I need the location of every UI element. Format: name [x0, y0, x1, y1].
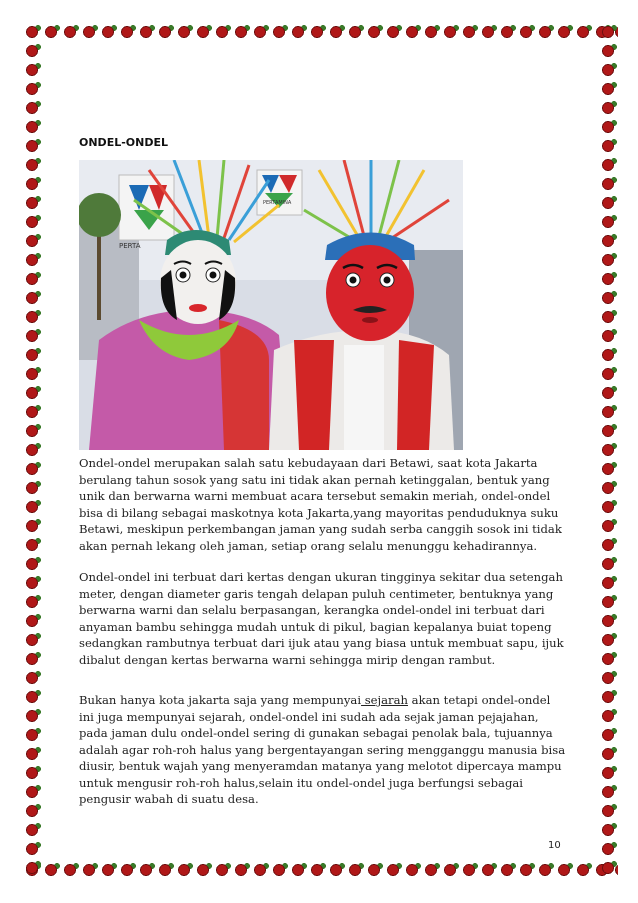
decorative-border-top: [22, 22, 618, 42]
decorative-border-right: [598, 22, 618, 880]
sejarah-link[interactable]: sejarah: [361, 693, 408, 707]
paragraph-3-text: [79, 692, 567, 808]
paragraph-1-text: Ondel-ondel merupakan salah satu kebudayaan dari Betawi, saat kota Jakarta berulang tahun sosok yang satu ini tidak akan pernah ketinggalan, bentuk yang unik dan berwarna warni membuat acara tersebut semakin meriah, ondel-ondel bisa di bilang sebagai maskotnya kota Jakarta,yang mayoritas penduduknya suku Betawi, meskipun perkembangan jaman yang sudah serba canggih sosok ini tidak akan pernah lekang oleh jaman, setiap orang selalu menunggu kehadirannya.: [79, 456, 562, 553]
sign-label: PERTAMINA: [263, 200, 292, 206]
paragraph-2: [79, 569, 567, 668]
paragraph-3-end: akan tetapi ondel-ondel ini juga mempunyai sejarah, ondel-ondel ini sudah ada sejak jaman pejajahan, pada jaman dulu ondel-ondel sering di gunakan sebagai penolak bala, tujuannya adalah agar roh-roh halus yang bergentayangan sering mengganggu manusia bisa diusir, bentuk wajah yang menyeramdan matanya yang melotot dipercaya mampu untuk mengusir roh-roh halus,selain itu ondel-ondel juga berfungsi sebagai pengusir wabah di suatu desa.: [79, 693, 566, 806]
decorative-border-bottom: [22, 860, 618, 880]
paragraph-1: [79, 455, 567, 554]
paragraph-2-text: Ondel-ondel ini terbuat dari kertas dengan ukuran tingginya sekitar dua setengah meter, dengan diameter garis tengah delapan puluh centimeter, bentuknya yang berwarna warni dan selalu berpasangan, kerangka ondel-ondel ini terbuat dari anyaman bambu sehingga mudah untuk di pikul, bagian kepalanya buiat topeng sedangkan rambutnya terbuat dari ijuk atau yang biasa untuk membuat sapu, ijuk dibalut dengan kertas berwarna warni sehingga mirip dengan rambut.: [79, 570, 564, 667]
paragraph-3-start: Bukan hanya kota jakarta saja yang mempunyai: [79, 693, 362, 707]
ondel-ondel-photo: [79, 160, 463, 450]
document-title: ONDEL-ONDEL: [79, 136, 168, 149]
decorative-border-left: [22, 22, 42, 880]
sign-label-left: PERTA: [119, 242, 141, 250]
page-number: 10: [548, 840, 561, 851]
paragraph-3: [79, 692, 567, 808]
